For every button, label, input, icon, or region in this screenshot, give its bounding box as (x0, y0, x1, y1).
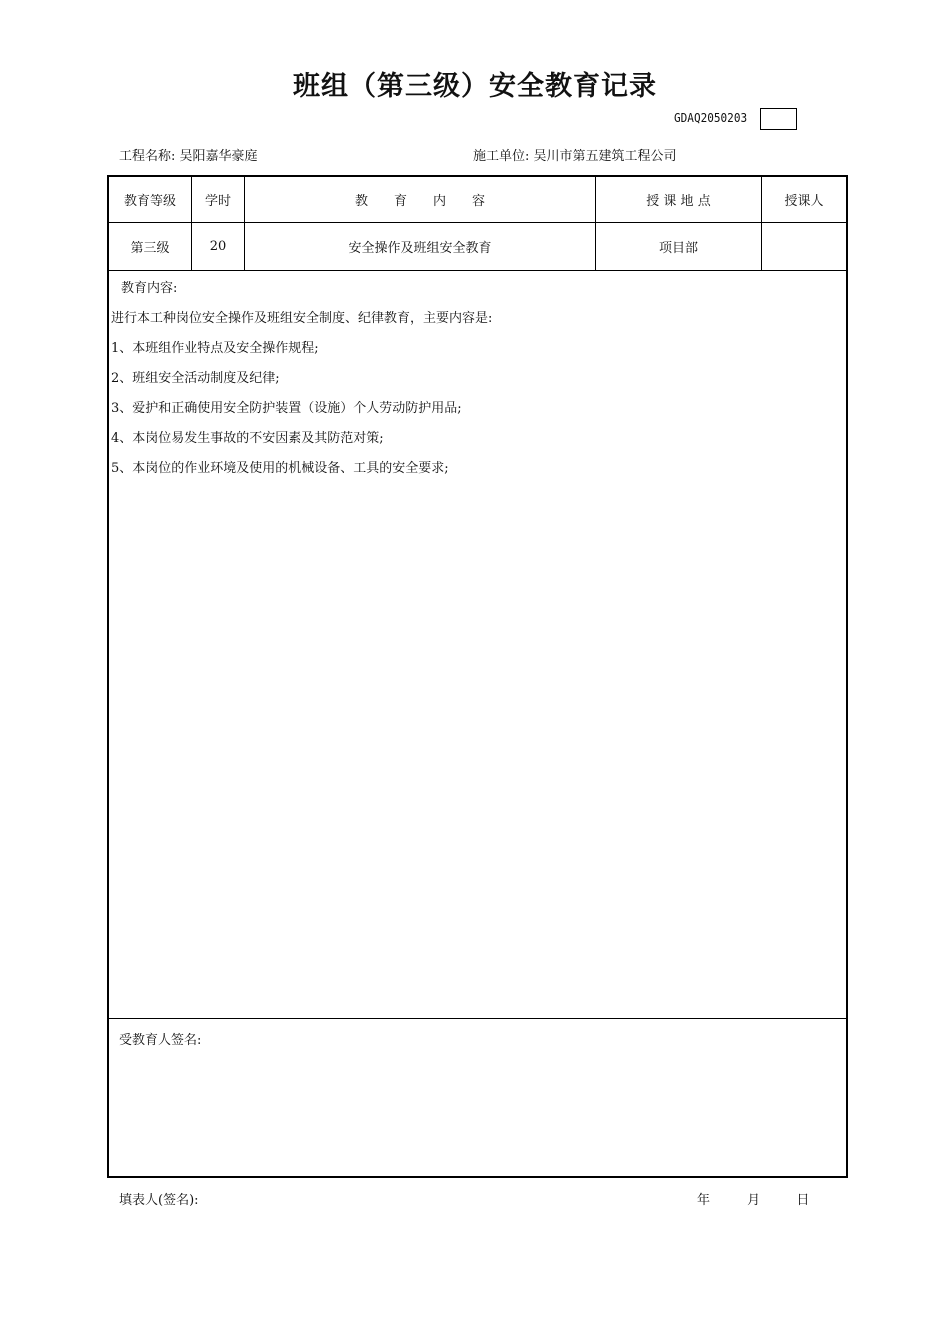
cell-content: 安全操作及班组安全教育 (348, 241, 492, 256)
content-line: 1、本班组作业特点及安全操作规程; (111, 341, 319, 356)
header-location: 授 课 地 点 (646, 194, 711, 209)
document-code-box (760, 108, 797, 130)
filler-signature-label: 填表人(签名): (119, 1193, 199, 1208)
cell-hours: 20 (209, 239, 227, 254)
education-content-block (111, 274, 841, 484)
header-hours: 学时 (204, 194, 231, 209)
construction-unit: 施工单位: 吴川市第五建筑工程公司 (473, 149, 677, 164)
header-content: 教 育 内 容 (354, 194, 485, 209)
header-education-level: 教育等级 (123, 194, 176, 209)
date-field (697, 1189, 809, 1208)
header-teacher: 授课人 (784, 194, 824, 209)
day-label: 日 (796, 1193, 810, 1208)
content-line: 进行本工种岗位安全操作及班组安全制度、纪律教育，主要内容是: (111, 311, 493, 326)
content-line: 2、班组安全活动制度及纪律; (111, 371, 280, 386)
cell-teacher (762, 223, 846, 270)
project-name: 工程名称: 吴阳嘉华豪庭 (119, 149, 258, 164)
education-record-table (107, 175, 848, 1178)
content-line: 5、本岗位的作业环境及使用的机械设备、工具的安全要求; (111, 461, 449, 476)
content-title: 教育内容: (121, 281, 178, 296)
row-divider (109, 270, 846, 271)
document-title: 班组（第三级）安全教育记录 (293, 71, 657, 102)
year-label: 年 (697, 1193, 711, 1208)
document-code: GDAQ2050203 (674, 111, 748, 125)
month-label: 月 (747, 1193, 761, 1208)
row-divider (109, 1018, 846, 1019)
cell-location: 项目部 (658, 241, 698, 256)
cell-education-level: 第三级 (130, 241, 170, 256)
content-line: 3、爱护和正确使用安全防护装置（设施）个人劳动防护用品; (111, 401, 462, 416)
trainee-signature-label: 受教育人签名: (119, 1033, 202, 1048)
content-line: 4、本岗位易发生事故的不安因素及其防范对策; (111, 431, 384, 446)
